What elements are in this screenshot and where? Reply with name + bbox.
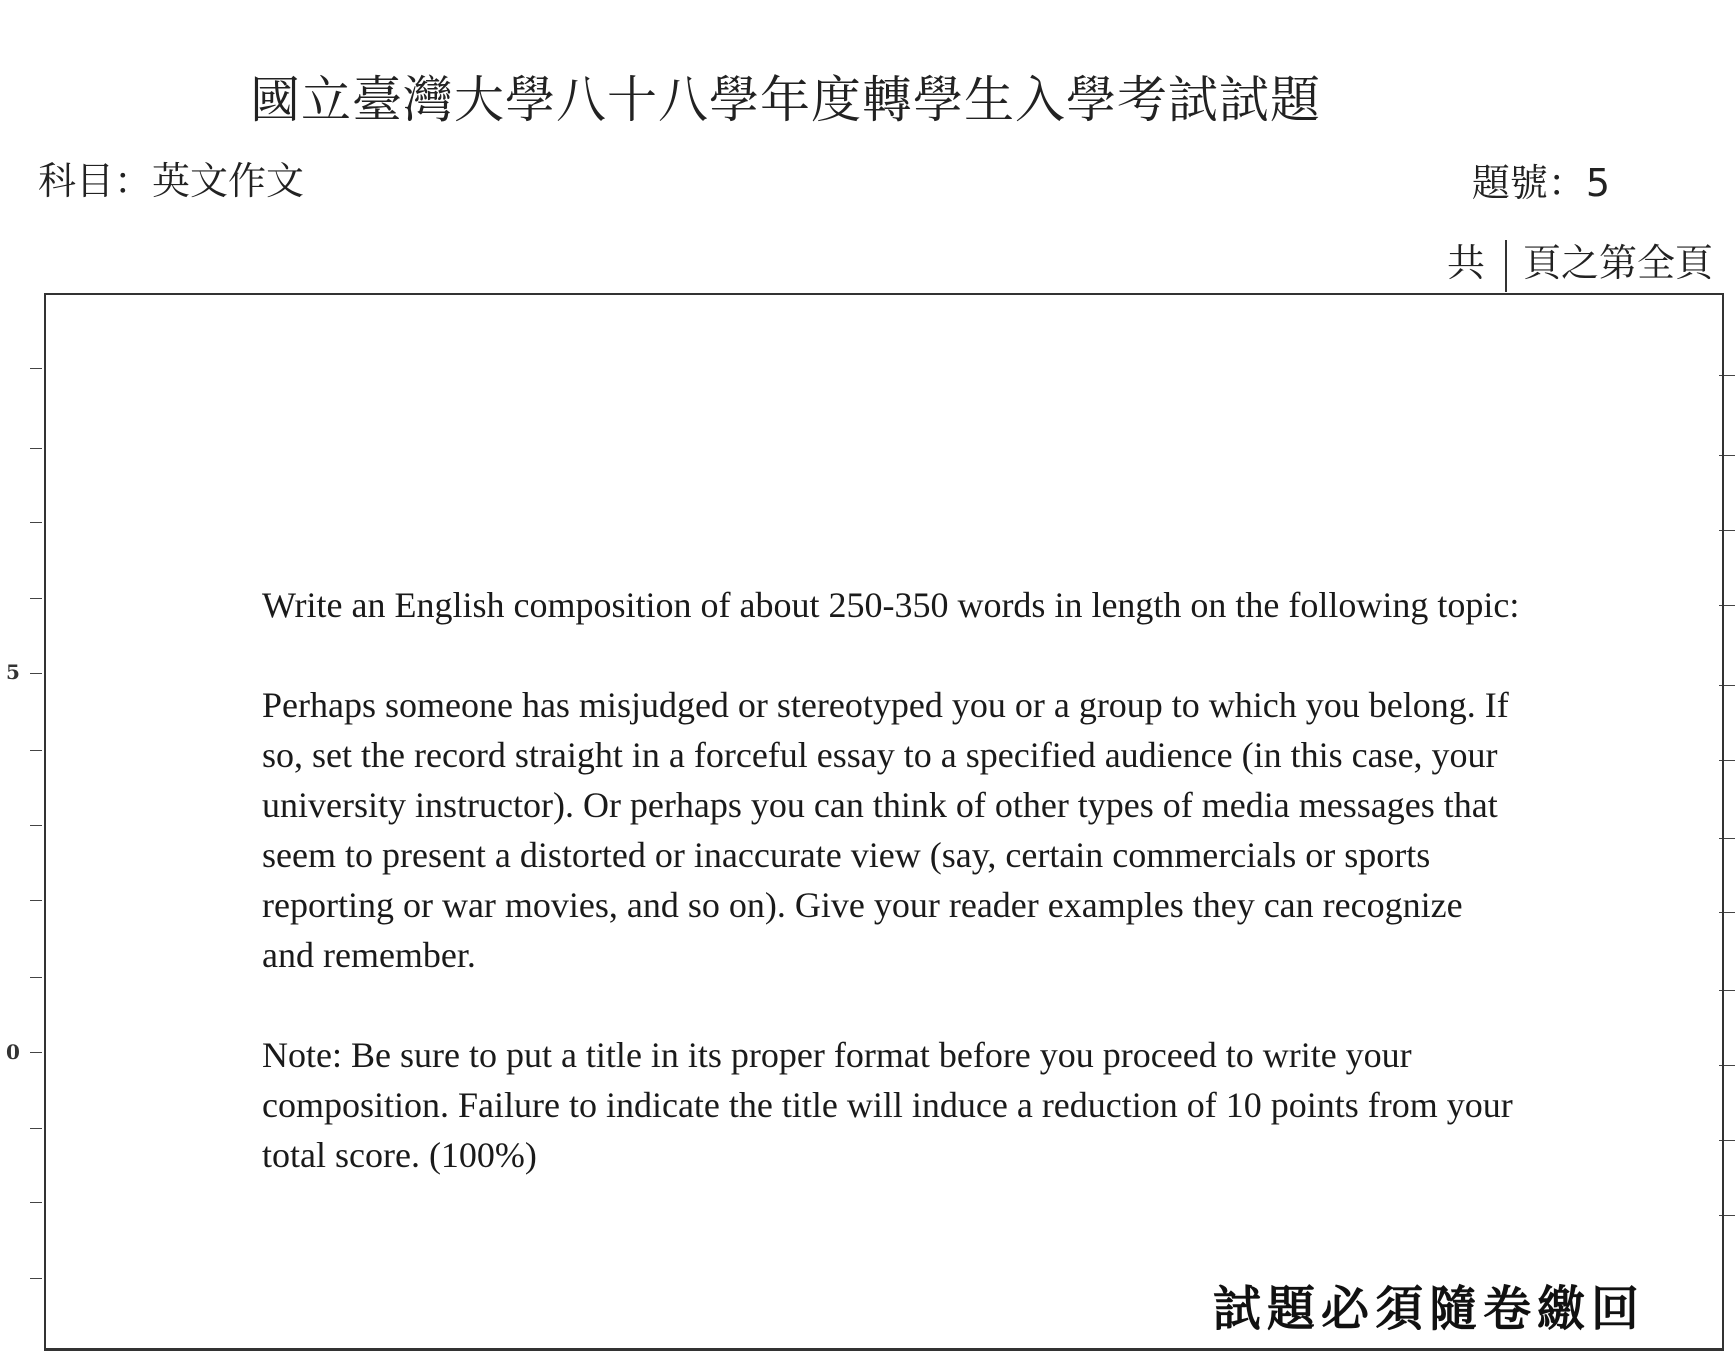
page-count <box>1447 232 1713 292</box>
instruction-paragraph: Write an English composition of about 250-350 words in length on the following topic: <box>262 585 1520 625</box>
margin-tick <box>30 1128 42 1129</box>
margin-tick <box>30 1202 42 1203</box>
margin-number: 5 <box>6 660 20 684</box>
exam-title: 國立臺灣大學八十八學年度轉學生入學考試試題 <box>250 71 1321 129</box>
question-number: 題號：5 <box>1471 161 1610 205</box>
margin-tick <box>30 673 42 674</box>
page-count-separator <box>1505 240 1507 292</box>
page-count-prefix: 共 <box>1446 241 1485 285</box>
page-count-suffix: 頁之第全頁 <box>1522 241 1713 285</box>
return-notice-stamp: 試題必須隨卷繳回 <box>1212 1281 1645 1337</box>
margin-tick <box>30 1278 42 1279</box>
margin-tick <box>30 825 42 826</box>
margin-tick <box>30 598 42 599</box>
question-body <box>262 580 1522 1180</box>
margin-tick <box>30 522 42 523</box>
margin-number: 0 <box>6 1040 20 1064</box>
topic-paragraph: Perhaps someone has misjudged or stereotyped you or a group to which you belong. If so, set the record straight in a forceful essay to a specified audience (in this case, your university instructor). Or perhaps you can think of other types of media messages that seem to present a distorted or inaccurate view (say, certain commercials or sports reporting or war movies, and so on). Give your reader examples they can recognize and remember. <box>262 685 1509 975</box>
margin-tick <box>30 977 42 978</box>
subject-label: 科目：英文作文 <box>38 159 305 203</box>
margin-tick <box>30 448 42 449</box>
margin-tick <box>30 750 42 751</box>
note-paragraph: Note: Be sure to put a title in its proper format before you proceed to write your composition. Failure to indicate the title will induce a reduction of 10 points from your total score. (100%) <box>262 1035 1513 1175</box>
margin-tick <box>30 900 42 901</box>
margin-tick <box>30 368 42 369</box>
margin-tick <box>30 1052 42 1053</box>
